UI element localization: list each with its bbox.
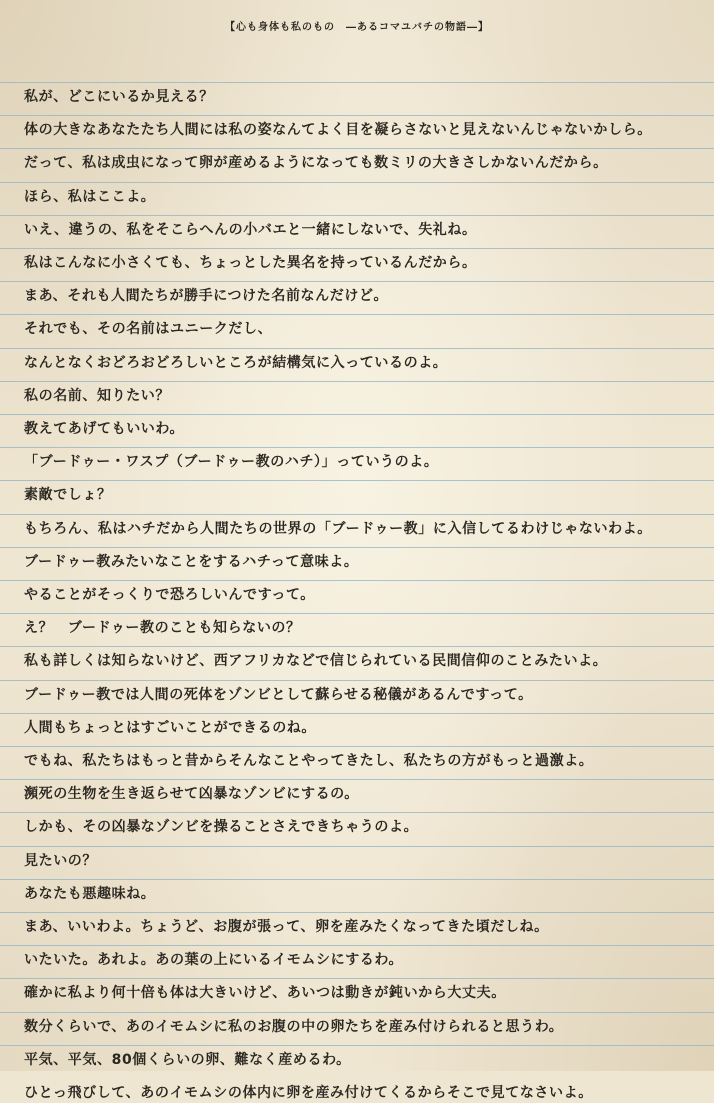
story-line: しかも、その凶暴なゾンビを操ることさえできちゃうのよ。 (24, 819, 419, 835)
rule-line (0, 547, 714, 548)
story-line: 人間もちょっとはすごいことができるのね。 (24, 720, 316, 736)
rule-line (0, 148, 714, 149)
story-line: なんとなくおどろおどろしいところが結構気に入っているのよ。 (24, 355, 448, 371)
rule-line (0, 115, 714, 116)
story-line: 私の名前、知りたい？ (24, 388, 170, 404)
rule-line (0, 945, 714, 946)
story-line: 確かに私より何十倍も体は大きいけど、あいつは動きが鈍いから大丈夫。 (24, 985, 506, 1001)
rule-line (0, 381, 714, 382)
story-line: 見たいの？ (24, 853, 97, 869)
rule-line (0, 779, 714, 780)
rule-line (0, 248, 714, 249)
story-line: ブードゥー教では人間の死体をゾンビとして蘇らせる秘儀があるんですって。 (24, 687, 533, 703)
story-line: え？ ブードゥー教のことも知らないの？ (24, 620, 301, 636)
story-line: 「ブードゥー・ワスプ（ブードゥー教のハチ）」っていうのよ。 (24, 454, 439, 470)
rule-line (0, 447, 714, 448)
story-line: もちろん、私はハチだから人間たちの世界の「ブードゥー教」に入信してるわけじゃないわよ。 (24, 521, 652, 537)
rule-line (0, 514, 714, 515)
rule-line (0, 912, 714, 913)
rule-line (0, 215, 714, 216)
rule-line (0, 1012, 714, 1013)
rule-line (0, 348, 714, 349)
story-line: 教えてあげてもいいわ。 (24, 421, 185, 437)
rule-line (0, 182, 714, 183)
story-line: ブードゥー教みたいなことをするハチって意味よ。 (24, 554, 359, 570)
rule-line (0, 879, 714, 880)
story-line: それでも、その名前はユニークだし、 (24, 321, 273, 337)
story-line: いえ、違うの、私をそこらへんの小バエと一緒にしないで、失礼ね。 (24, 222, 477, 238)
rule-line (0, 812, 714, 813)
rule-line (0, 1045, 714, 1046)
story-line: だって、私は成虫になって卵が産めるようになっても数ミリの大きさしかないんだから。 (24, 155, 608, 171)
rule-line (0, 680, 714, 681)
story-line: 私も詳しくは知らないけど、西アフリカなどで信じられている民間信仰のことみたいよ。 (24, 653, 608, 669)
story-line: やることがそっくりで恐ろしいんですって。 (24, 587, 315, 603)
rule-line (0, 82, 714, 83)
story-line: 私が、どこにいるか見える？ (24, 89, 214, 105)
rule-line (0, 480, 714, 481)
story-line: 体の大きなあなたたち人間には私の姿なんてよく目を凝らさないと見えないんじゃないかしら。 (24, 122, 652, 138)
story-line: ひとっ飛びして、あのイモムシの体内に卵を産み付けてくるからそこで見てなさいよ。 (24, 1085, 593, 1101)
story-line: 平気、平気、80個くらいの卵、難なく産めるわ。 (24, 1052, 351, 1068)
page-title: 【心も身体も私のもの ―あるコマユバチの物語―】 (225, 22, 489, 33)
story-line: 私はこんなに小さくても、ちょっとした異名を持っているんだから。 (24, 255, 477, 271)
story-line: ほら、私はここよ。 (24, 189, 156, 205)
story-line: あなたも悪趣味ね。 (24, 886, 156, 902)
rule-line (0, 414, 714, 415)
rule-line (0, 580, 714, 581)
rule-line (0, 978, 714, 979)
rule-line (0, 281, 714, 282)
rule-line (0, 314, 714, 315)
story-line: 瀕死の生物を生き返らせて凶暴なゾンビにするの。 (24, 786, 359, 802)
story-line: いたいた。あれよ。あの葉の上にいるイモムシにするわ。 (24, 952, 404, 968)
story-line: まあ、いいわよ。ちょうど、お腹が張って、卵を産みたくなってきた頃だしね。 (24, 919, 549, 935)
rule-line (0, 713, 714, 714)
rule-line (0, 646, 714, 647)
story-line: 素敵でしょ？ (24, 487, 112, 503)
story-line: でもね、私たちはもっと昔からそんなことやってきたし、私たちの方がもっと過激よ。 (24, 753, 594, 769)
rule-line (0, 746, 714, 747)
story-line: 数分くらいで、あのイモムシに私のお腹の中の卵たちを産み付けられると思うわ。 (24, 1019, 564, 1035)
rule-line (0, 846, 714, 847)
rule-line (0, 613, 714, 614)
story-line: まあ、それも人間たちが勝手につけた名前なんだけど。 (24, 288, 389, 304)
